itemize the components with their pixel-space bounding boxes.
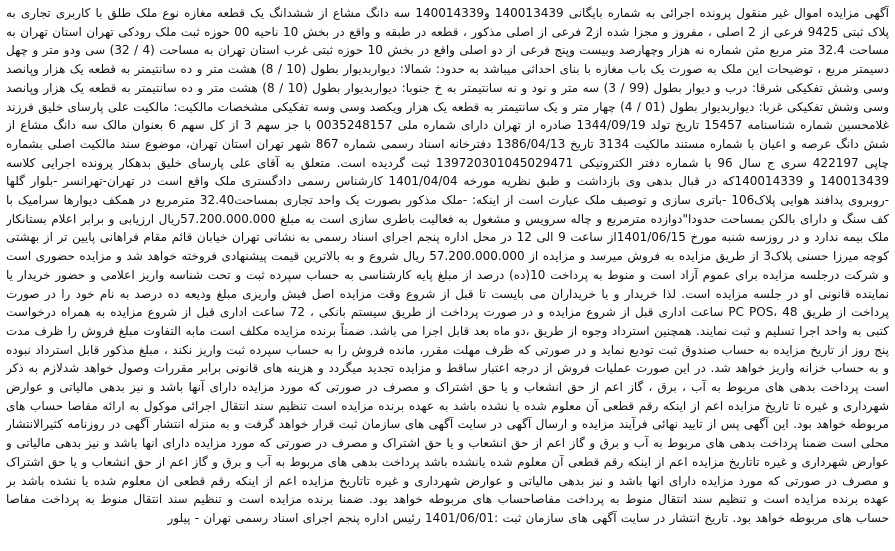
notice-page (6, 4, 889, 549)
auction-notice-text: آگهی مزایده اموال غیر منقول پرونده اجرائی به شماره بایگانی 140013439 و140014339 سه دانگ مشاع از ششدانگ یک قطعه مغازه نوع ملک طلق با کاربری تجاری به پلاک ثبتی 9425 فرعی از 2 اصلی ، مفروز و مجزا شده از2 فرعی از اصلی مذکور ، قطعه در طبقه و واقع در بخش 10 ناحیه 00 حوزه ثبت ملک رودکی تهران استان تهران به مساحت 32.4 متر مربع مثن شماره نه هزار وچهارصد وبیست وپنج فرعی از دو اصلی واقع در بخش 10 حوزه ثبتی غرب استان تهران به مساحت (4 / 32) سی ودو متر و چهل دسیمتر مربع ، توضیحات این ملک به صورت یک باب مغازه با بنای احداثی میباشد به حدود: شمالا: دیواربدیوار بطول (10 / 8) هشت متر و ده سانتیمتر به قطعه یک هزار وپانصد وسی وشش تفکیکی شرقا: درب و دیوار بطول (99 / 3) سه متر و نود و نه سانتیمتر به خ جنوبا: دیواربدیوار بطول (10 / 8) هشت متر و ده سانتیمتر به قطعه یک هزار وپانصد وسی وشش تفکیکی غربا: دیواربدیوار بطول (01 / 4) چهار متر و یک سانتیمتر به قطعه یک هزار ویکصد وسی وسه تفکیکی مشخصات مالکیت: مالکیت علی پارسای خلیق فرزند غلامحسین شماره شناسنامه 15457 تاریخ تولد 1344/09/19 صادره از تهران دارای شماره ملی 0035248157 با جز سهم 3 از کل سهم 6 بعنوان مالک سه دانگ مشاع از شش دانگ عرصه و اعیان با شماره مستند مالکیت 3134 تاریخ 1386/04/13 دفترخانه اسناد رسمی شماره 867 شهر تهران استان تهران، موضوع سند مالکیت اصلی بشماره چاپی 422197 سری ج سال 96 با شماره دفتر الکترونیکی 139720301045029471 ثبت گردیده است. متعلق به آقای علی پارسای خلیق بدهکار پرونده اجرایی کلاسه 140013439 و 140014339که در قبال بدهی وی بازداشت و طبق نظریه مورخه 1401/04/04 کارشناس رسمی دادگستری ملک واقع است در تهران-تهرانسر -بلوار گلها -روبروی پدافند هوایی پلاک106 -باتری سازی و توصیف ملک عبارت است از اینکه: -ملک مذکور بصورت یک واحد تجاری بمساحت32.40 مترمربع در همکف دیوارها سرامیک با کف سنگ و دارای بالکن بمساحت حدودا"دوازده مترمربع و چاله سرویس و مشغول به فعالیت باطری سازی است به مبلغ 57.200.000.000ریال ارزیابی و برابر اعلام بستانکار ملک بیمه ندارد و در روزسه شنبه مورخ 1401/06/15از ساعت 9 الی 12 در محل اداره پنجم اجرای اسناد رسمی به نشانی تهران خیابان قائم مقام فراهانی پایین تر از بهشتی کوچه میرزا حسنی پلاک3 از طریق مزایده به فروش میرسد و مزایده از 57.200.000.000 ریال شروع و به بالاترین قیمت پیشنهادی فروخته خواهد شد و مزایده حضوری است و شرکت درجلسه مزایده برای عموم آزاد است و منوط به پرداخت 10(ده) درصد از مبلغ پایه کارشناسی به حساب سپرده ثبت و تحت شناسه واریز اعلامی و حضور خریدار یا نماینده قانونی او در جلسه مزایده است. لذا خریدار و یا خریداران می بایست تا قبل از شروع وقت مزایده اصل فیش واریزی مبلغ ودیعه ده درصد به نام خود را در صورت پرداخت از طریق PC POS، 48 ساعت اداری قبل از شروع مزایده و در صورت پرداخت از طریق سیستم بانکی ، 72 ساعت اداری قبل از شروع مزایده به همراه درخواست کتبی به واحد اجرا تسلیم و ثبت نمایند. همچنین استرداد وجوه از طریق ،دو ماه بعد قابل اجرا می باشد. ضمناً برنده مزایده مکلف است مابه التفاوت مبلغ فروش را ظرف مدت پنج روز از تاریخ مزایده به حساب صندوق ثبت تودیع نماید و در صورتی که ظرف مهلت مقرر، مانده فروش را به حساب سپرده ثبت واریز نکند ، مبلغ مذکور قابل استرداد نبوده و به حساب خزانه واریز خواهد شد. در این صورت عملیات فروش از درجه اعتبار ساقط و مزایده تجدید میگردد و هزینه های قانونی برابر مقررات وصول خواهد شدلازم به ذکر است پرداخت بدهی های مربوط به آب ، برق ، گاز اعم از حق انشعاب و یا حق اشتراک و مصرف در صورتی که مورد مزایده دارای آنها باشد و نیز بدهی مالیاتی و عوارض شهرداری و غیره تا تاریخ مزایده اعم از اینکه رقم قطعی آن معلوم شده یا نشده باشد به عهده برنده مزایده است تنظیم سند انتقال اجرائی موکول به ارائه مفاصا حساب های مربوطه خواهد بود. این آگهی پس از تایید نهائی فرآیند مزایده و ارسال آگهی در سایت آگهی های سازمان ثبت قرار خواهد گرفت و به منزله انتشار آگهی در روزنامه کثیرالانتشار محلی است ضمنا پرداخت بدهی های مربوط به آب و برق و گاز اعم از حق انشعاب و یا حق اشتراک و مصرف در صورتی که مورد مزایده دارای انها باشد و نیز بدهی مالیاتی و عوارض شهرداری و غیره تاتاریخ مزایده اعم از اینکه رقم قطعی آن معلوم شده یانشده باشد پرداخت بدهی های مربوط به آب و برق و گاز اعم از حق انشعاب و یا حق اشتراک و مصرف در صورتی که مورد مزایده دارای انها باشد و نیز بدهی مالیاتی و عوارض شهرداری و غیره تاتاریخ مزایده اعم از اینکه رقم قطعی ان معلوم شده یا نشده باشد بر عهده برنده مزایده است و تنظیم سند انتقال منوط به پرداخت مفاصاحساب های مربوطه خواهد بود. ضمنا برنده مزایده است و تنظیم سند انتقال منوط به پرداخت مفاصا حساب های مربوطه خواهد بود. تاریخ انتشار در سایت آگهی های سازمان ثبت :1401/06/01 رئیس اداره پنجم اجرای اسناد رسمی تهران - پیلور (6, 6, 889, 525)
